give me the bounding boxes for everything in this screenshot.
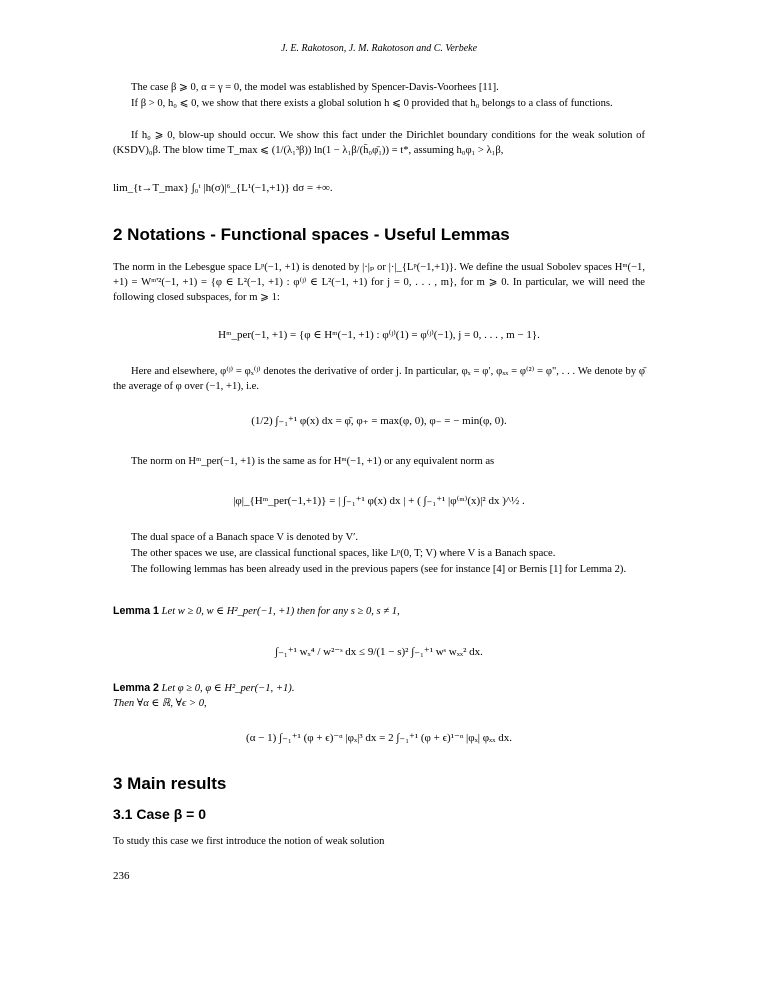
paragraph-9: The following lemmas has been already used in the previous papers (see for instance [4] or Bernis [1] for Lemma 2).: [131, 564, 627, 575]
paragraph-2: If β > 0, h₀ ⩽ 0, we show that there exists a global solution h ⩽ 0 provided that h₀ belongs to a class of functions.: [131, 98, 613, 109]
section-3-title: 3 Main results: [113, 774, 227, 793]
paragraph-10: To study this case we first introduce the notion of weak solution: [113, 836, 385, 847]
paragraph-5: Here and elsewhere, φ⁽ʲ⁾ = φₓ⁽ʲ⁾ denotes the derivative of order j. In particular, φₓ = φ′, φₓₓ = φ⁽²⁾ = φ", . . . We denote by φ̄ the average of φ over (−1, +1), i.e.: [113, 366, 645, 392]
equation-blowup-limit: lim_{t→T_max} ∫₀ᵗ |h(σ)|⁶_{L¹(−1,+1)} dσ = +∞.: [113, 182, 333, 194]
lemma-1-statement: Let w ≥ 0, w ∈ H²_per(−1, +1) then for any s ≥ 0, s ≠ 1,: [161, 606, 400, 617]
lemma-2-statement: Let φ ≥ 0, φ ∈ H²_per(−1, +1).: [161, 683, 295, 694]
paragraph-1: The case β ⩾ 0, α = γ = 0, the model was established by Spencer-Davis-Voorhees [11].: [131, 82, 499, 93]
paragraph-6: The norm on Hᵐ_per(−1, +1) is the same as for Hᵐ(−1, +1) or any equivalent norm as: [131, 456, 495, 467]
paragraph-3: If h₀ ⩾ 0, blow-up should occur. We show this fact under the Dirichlet boundary conditions for the weak solution of (KSDV)₀β. The blow time T_max ⩽ (1/(λ₁³β)) ln(1 − λ₁β/(h̄₀φ̄₁)) = t*, assuming h₀φ₁ > λ₁β,: [113, 130, 645, 156]
equation-hper-definition: Hᵐ_per(−1, +1) = {φ ∈ Hᵐ(−1, +1) : φ⁽ʲ⁾(1) = φ⁽ʲ⁾(−1), j = 0, . . . , m − 1}.: [218, 329, 540, 341]
equation-average: (1/2) ∫₋₁⁺¹ φ(x) dx = φ̄, φ₊ = max(φ, 0), φ₋ = − min(φ, 0).: [251, 415, 507, 427]
lemma-2-continuation: Then ∀α ∈ ℝ, ∀ϵ > 0,: [113, 698, 207, 709]
page-number: 236: [113, 870, 130, 882]
lemma-1: [113, 604, 645, 619]
lemma-1-head: Lemma 1: [113, 605, 159, 617]
lemma-2-head: Lemma 2: [113, 682, 159, 694]
equation-lemma-2: (α − 1) ∫₋₁⁺¹ (φ + ϵ)⁻ᵅ |φₓ|³ dx = 2 ∫₋₁⁺¹ (φ + ϵ)¹⁻ᵅ |φₓ| φₓₓ dx.: [246, 732, 512, 744]
paragraph-4: The norm in the Lebesgue space Lᵖ(−1, +1) is denoted by |·|ₚ or |·|_{Lᵖ(−1,+1)}. We define the usual Sobolev spaces Hᵐ(−1, +1) = Wᵐ'²(−1, +1) = {φ ∈ L²(−1, +1) : φ⁽ʲ⁾ ∈ L²(−1, +1) for j = 0, . . . , m}, for m ⩾ 0. In particular, we will need the following closed subspaces, for m ⩾ 1:: [113, 262, 645, 303]
paragraph-7: The dual space of a Banach space V is denoted by V′.: [131, 532, 359, 543]
equation-norm: |φ|_{Hᵐ_per(−1,+1)} = | ∫₋₁⁺¹ φ(x) dx | + ( ∫₋₁⁺¹ |φ⁽ᵐ⁾(x)|² dx )^½ .: [233, 495, 525, 507]
paragraph-8: The other spaces we use, are classical functional spaces, like Lᵖ(0, T; V) where V is a Banach space.: [131, 548, 556, 559]
lemma-2: [113, 681, 645, 696]
running-head: J. E. Rakotoson, J. M. Rakotoson and C. Verbeke: [280, 43, 478, 54]
subsection-3-1-title: 3.1 Case β = 0: [113, 806, 206, 822]
equation-lemma-1: ∫₋₁⁺¹ wₓ⁴ / w²⁻ˢ dx ≤ 9/(1 − s)² ∫₋₁⁺¹ wˢ wₓₓ² dx.: [275, 646, 483, 658]
section-2-title: 2 Notations - Functional spaces - Useful Lemmas: [113, 225, 510, 244]
